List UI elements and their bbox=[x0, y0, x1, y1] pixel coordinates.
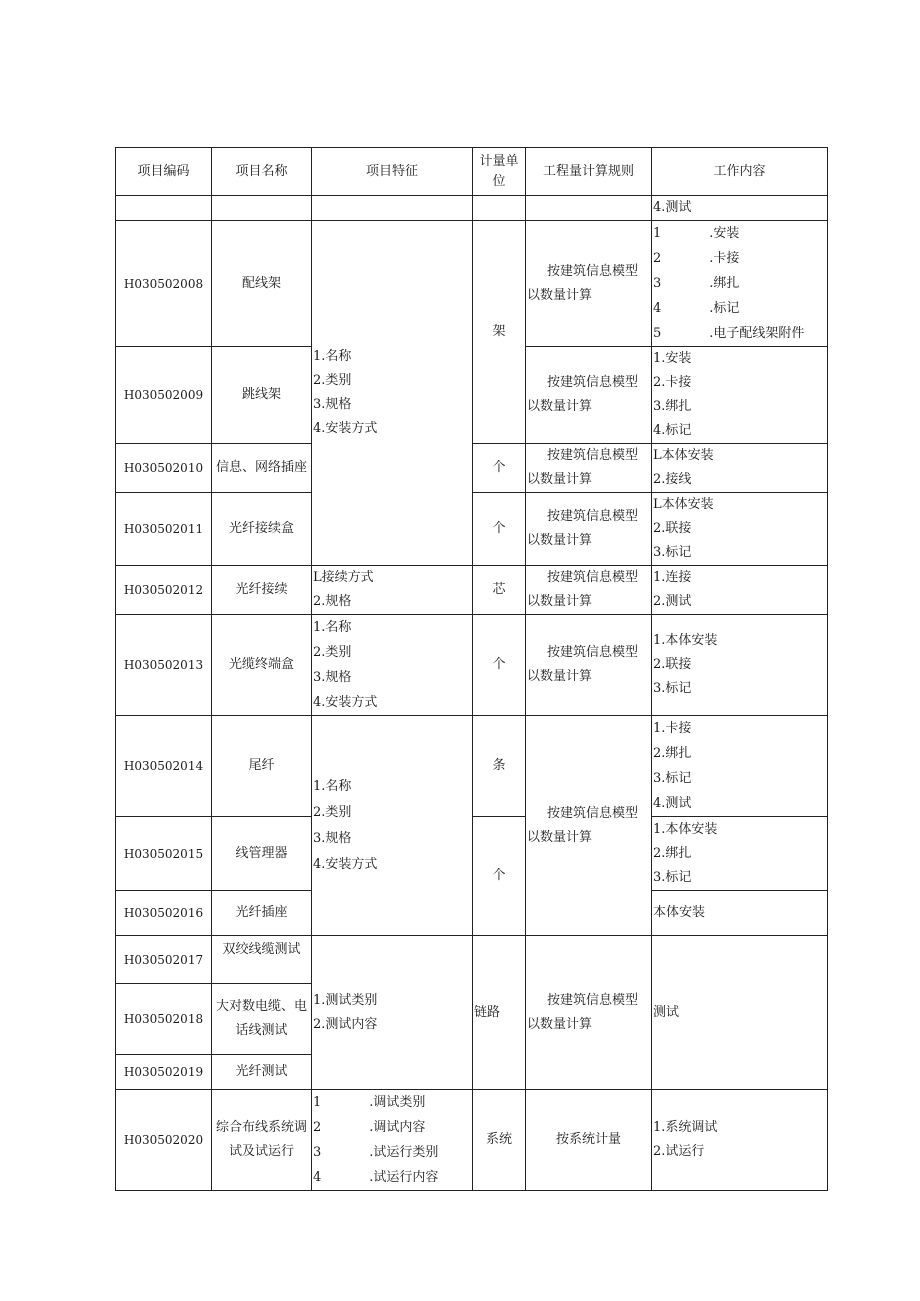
table-row bbox=[116, 566, 828, 615]
table-row bbox=[116, 1090, 828, 1191]
item-code: H030502015 bbox=[116, 817, 212, 891]
work-cell: 本体安装 bbox=[652, 891, 828, 936]
unit-cell: 系统 bbox=[473, 1090, 526, 1191]
work-cell: L本体安装 2.接线 bbox=[652, 444, 828, 493]
feature-cell: 1.名称 2.类别 3.规格 4.安装方式 bbox=[312, 615, 473, 716]
work-cell: 1.安装 2.卡接 3.绑扎 4.标记 bbox=[652, 347, 828, 444]
item-name: 双绞线缆测试 bbox=[212, 936, 312, 984]
table-row bbox=[116, 615, 828, 716]
rule-cell: 按建筑信息模型 以数量计算 bbox=[526, 493, 652, 566]
table-header-row bbox=[116, 148, 828, 196]
feature-cell: L接续方式 2.规格 bbox=[312, 566, 473, 615]
rule-cell: 按建筑信息模型 以数量计算 bbox=[526, 444, 652, 493]
item-code: H030502013 bbox=[116, 615, 212, 716]
item-name: 综合布线系统调 试及试运行 bbox=[212, 1090, 312, 1191]
item-code: H030502009 bbox=[116, 347, 212, 444]
unit-cell: 链路 bbox=[473, 936, 526, 1090]
item-name: 大对数电缆、电 话线测试 bbox=[212, 984, 312, 1055]
item-code: H030502008 bbox=[116, 221, 212, 347]
continuation-row bbox=[116, 196, 828, 221]
item-name: 光纤接续 bbox=[212, 566, 312, 615]
rule-cell: 按系统计量 bbox=[526, 1090, 652, 1191]
feature-cell: 1.名称 2.类别 3.规格 4.安装方式 bbox=[312, 716, 473, 936]
unit-cell: 条 bbox=[473, 716, 526, 817]
work-cell: 1 .安装 2 .卡接 3 .绑扎 4 .标记 5 .电子配线架附件 bbox=[652, 221, 828, 347]
rule-cell: 按建筑信息模型 以数量计算 bbox=[526, 347, 652, 444]
feature-cell: 1.测试类别 2.测试内容 bbox=[312, 936, 473, 1090]
work-cell: 4.测试 bbox=[652, 196, 828, 221]
item-name: 光缆终端盒 bbox=[212, 615, 312, 716]
rule-cell: 按建筑信息模型 以数量计算 bbox=[526, 716, 652, 936]
header-features: 项目特征 bbox=[312, 148, 473, 196]
rule-cell: 按建筑信息模型 以数量计算 bbox=[526, 566, 652, 615]
header-name: 项目名称 bbox=[212, 148, 312, 196]
item-name: 跳线架 bbox=[212, 347, 312, 444]
item-code: H030502019 bbox=[116, 1055, 212, 1090]
item-code: H030502017 bbox=[116, 936, 212, 984]
unit-cell: 个 bbox=[473, 615, 526, 716]
item-code: H030502010 bbox=[116, 444, 212, 493]
work-cell: 1.连接 2.测试 bbox=[652, 566, 828, 615]
rule-cell: 按建筑信息模型 以数量计算 bbox=[526, 221, 652, 347]
work-cell: 1.卡接 2.绑扎 3.标记 4.测试 bbox=[652, 716, 828, 817]
item-name: 光纤插座 bbox=[212, 891, 312, 936]
work-cell: L本体安装 2.联接 3.标记 bbox=[652, 493, 828, 566]
unit-cell: 个 bbox=[473, 493, 526, 566]
work-cell: 测试 bbox=[652, 936, 828, 1090]
header-rule: 工程量计算规则 bbox=[526, 148, 652, 196]
item-code: H030502020 bbox=[116, 1090, 212, 1191]
item-name: 信息、网络插座 bbox=[212, 444, 312, 493]
item-code: H030502014 bbox=[116, 716, 212, 817]
item-name: 光纤接续盒 bbox=[212, 493, 312, 566]
work-cell: 1.本体安装 2.联接 3.标记 bbox=[652, 615, 828, 716]
header-unit: 计量单位 bbox=[473, 148, 526, 196]
header-work: 工作内容 bbox=[652, 148, 828, 196]
unit-cell: 个 bbox=[473, 444, 526, 493]
item-name: 光纤测试 bbox=[212, 1055, 312, 1090]
table-row bbox=[116, 936, 828, 984]
unit-cell: 芯 bbox=[473, 566, 526, 615]
item-code: H030502011 bbox=[116, 493, 212, 566]
item-code: H030502012 bbox=[116, 566, 212, 615]
item-code: H030502016 bbox=[116, 891, 212, 936]
rule-cell: 按建筑信息模型 以数量计算 bbox=[526, 615, 652, 716]
work-cell: 1.本体安装 2.绑扎 3.标记 bbox=[652, 817, 828, 891]
item-name: 线管理器 bbox=[212, 817, 312, 891]
item-code: H030502018 bbox=[116, 984, 212, 1055]
header-code: 项目编码 bbox=[116, 148, 212, 196]
table-row bbox=[116, 716, 828, 817]
feature-cell: 1.名称 2.类别 3.规格 4.安装方式 bbox=[312, 221, 473, 566]
work-cell: 1.系统调试 2.试运行 bbox=[652, 1090, 828, 1191]
table-row bbox=[116, 221, 828, 347]
unit-cell: 个 bbox=[473, 817, 526, 936]
item-name: 尾纤 bbox=[212, 716, 312, 817]
bill-of-quantities-table bbox=[115, 147, 828, 1191]
item-name: 配线架 bbox=[212, 221, 312, 347]
unit-cell: 架 bbox=[473, 221, 526, 444]
feature-cell: 1 .调试类别 2 .调试内容 3 .试运行类别 4 .试运行内容 bbox=[312, 1090, 473, 1191]
rule-cell: 按建筑信息模型 以数量计算 bbox=[526, 936, 652, 1090]
